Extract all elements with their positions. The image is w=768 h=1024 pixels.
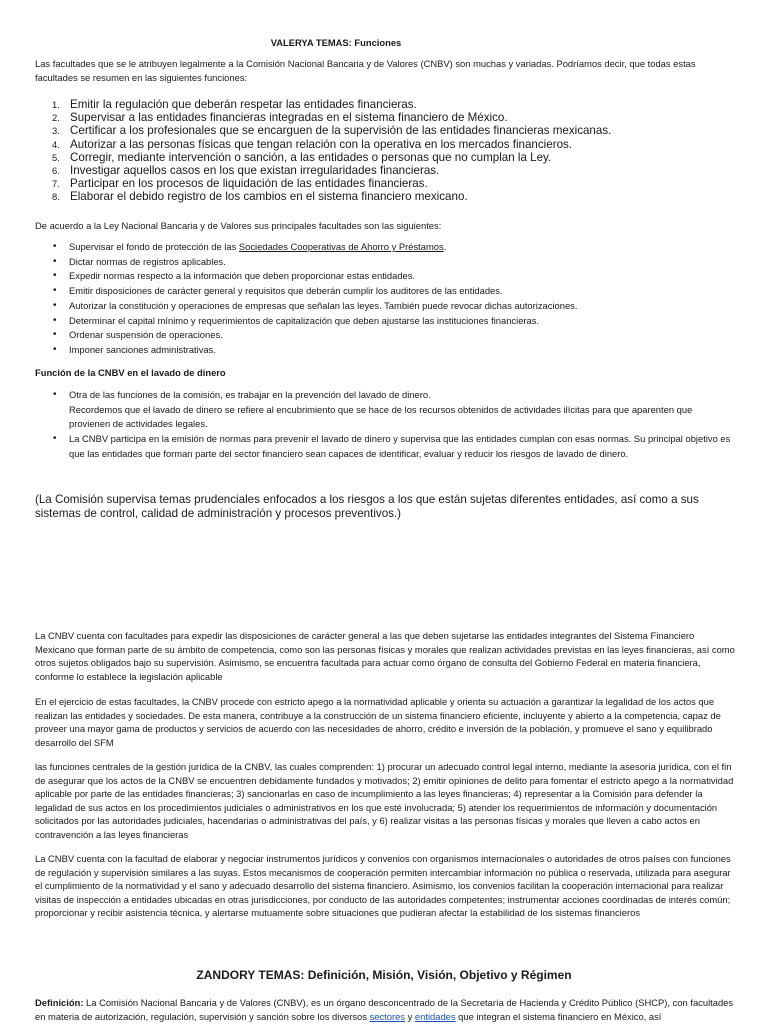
sectores-link[interactable]: sectores	[369, 1010, 405, 1022]
list-item-text: Supervisar el fondo de protección de las	[69, 241, 239, 252]
list-item-text: Emitir la regulación que deberán respetar las entidades financieras.	[70, 98, 417, 111]
cooperativas-link[interactable]: Sociedades Cooperativas de Ahorro y Préstamos	[238, 241, 444, 252]
paragraph-ejercicio: En el ejercicio de estas facultades, la CNBV procede con estricto apego a la normatividad aplicable y orienta su actuación a garantizar la legalidad de los actos que realizan las entidades y sociedades. De esta manera, contribuye a la construcción de un sistema financiero eficiente, incluyente y abierto a la competencia, capaz de proveer una mayor gama de productos y servicios de acuerdo con las necesidades de ahorro, crédito e inversión de la población, y promueve el sano y equilibrado desarrollo del SFM	[35, 696, 721, 748]
list-number: 7.	[52, 178, 60, 190]
list-item: • Emitir disposiciones de carácter general y requisitos que deberán cumplir los auditores de las entidades.	[35, 284, 745, 299]
intro-paragraph: Las facultades que se le atribuyen legalmente a la Comisión Nacional Bancaria y de Valores (CNBV) son muchas y variadas. Podríamos decir, que todas estas facultades se resumen en las siguientes funciones:	[35, 58, 696, 83]
definition-text: La Comisión Nacional Bancaria y de Valores (CNBV), es un órgano desconcentrado de la Secretaría de Hacienda y Crédito Público (SHCP), con facultades en materia de autorización, regulación, supervisión y sanción sobre los diversos	[35, 997, 734, 1022]
list-number: 6.	[52, 165, 60, 177]
list-number: 4.	[52, 138, 60, 150]
definition-label: Definición:	[35, 997, 84, 1008]
list-item-text: Autorizar a las personas físicas que tengan relación con la operativa en los mercados financieros.	[70, 137, 573, 151]
definition-text: que integran el sistema financiero en México, así	[455, 1010, 662, 1022]
entidades-link[interactable]: entidades	[414, 1010, 456, 1022]
list-item: • Ordenar suspensión de operaciones.	[35, 328, 745, 343]
definition-text: y	[405, 1010, 415, 1022]
list-item: • La CNBV participa en la emisión de normas para prevenir el lavado de dinero y supervisa que las entidades cumplan con esas normas. Su principal objetivo es que las entidades que forman parte del sector financiero sean capaces de identificar, evaluar y reducir los riesgos de lavado de dinero.	[35, 432, 735, 461]
list-item	[35, 177, 735, 190]
section-title-funciones: VALERYA TEMAS: Funciones	[270, 37, 402, 48]
list-item-text: Recordemos que el lavado de dinero se refiere al encubrimiento que se hace de los recursos obtenidos de actividades ilícitas para que aparenten que provienen de actividades legales.	[69, 403, 693, 430]
lavado-heading: Función de la CNBV en el lavado de dinero	[35, 367, 226, 378]
list-item: • Dictar normas de registros aplicables.	[35, 255, 745, 270]
facultades-list	[35, 240, 745, 358]
list-item	[35, 124, 735, 137]
list-item-text: Corregir, mediante intervención o sanción, a las entidades o personas que no cumplan la Ley.	[70, 150, 552, 164]
list-item-text: .	[443, 241, 447, 252]
list-number: 3.	[52, 125, 60, 137]
list-number: 2.	[52, 112, 60, 124]
list-number: 5.	[52, 151, 60, 163]
list-item-text: Supervisar a las entidades financieras integradas en el sistema financiero de México.	[70, 111, 508, 125]
list-item: • Imponer sanciones administrativas.	[35, 343, 745, 358]
list-item: • Autorizar la constitución y operaciones de empresas que señalan las leyes. También puede revocar dichas autorizaciones.	[35, 299, 745, 314]
list-item	[35, 388, 735, 432]
definition-paragraph	[35, 996, 740, 1023]
list-item	[35, 164, 735, 177]
functions-list	[35, 98, 735, 204]
list-item	[35, 151, 735, 164]
list-item-text: Participar en los procesos de liquidación de las entidades financieras.	[70, 177, 428, 191]
paragraph-convenios: La CNBV cuenta con la facultad de elaborar y negociar instrumentos jurídicos y convenios con organismos internacionales o autoridades de otros países con funciones de regulación y supervisión similares a las suyas. Estos mecanismos de cooperación permiten intercambiar información no pública o reservada, utilizada para asegurar el cumplimiento de la normatividad y el sano y adecuado desarrollo del sistema financiero. Asimismo, los convenios facilitan la cooperación internacional para realizar visitas de inspección a entidades ubicadas en otras jurisdicciones, por conducto de las autoridades competentes; instrumentar acciones coordinadas de interés común; proporcionar y recibir asistencia técnica, y alertarse mutuamente sobre situaciones que pudieran afectar la estabilidad de los sistemas financieros	[35, 853, 731, 919]
list-item	[35, 98, 735, 111]
list-item: • Expedir normas respecto a la información que deben proporcionar estas entidades.	[35, 269, 745, 284]
list-item	[35, 240, 745, 255]
list-item	[35, 138, 735, 151]
list-item	[35, 190, 735, 203]
list-item-text: Elaborar el debido registro de los cambios en el sistema financiero mexicano.	[70, 190, 468, 204]
list-item-text: Certificar a los profesionales que se encarguen de la supervisión de las entidades financieras mexicanas.	[70, 124, 612, 138]
quote-paragraph: (La Comisión supervisa temas prudenciales enfocados a los riesgos a los que están sujetas diferentes entidades, así como a sus sistemas de control, calidad de administración y procesos preventivos.)	[35, 493, 699, 521]
list-item-text: Investigar aquellos casos en los que existan irregularidades financieras.	[70, 164, 440, 178]
list-number: 1.	[52, 99, 60, 110]
paragraph-gestion-juridica: las funciones centrales de la gestión jurídica de la CNBV, las cuales comprenden: 1) procurar un adecuado control legal interno, mediante la asesoría jurídica, con el fin de asegurar que los actos de la CNBV se encuentren debidamente fundados y motivados; 2) emitir opiniones de delito para fomentar el estricto apego a la normatividad aplicable por parte de las entidades financieras; 3) sancionarlas en caso de incumplimiento a las leyes financieras; 4) representar a la Comisión para defender la legalidad de sus actos en los procedimientos judiciales o administrativos en los que esté involucrada; 5) atender los requerimientos de información y documentación solicitados por las autoridades judiciales, hacendarias o administrativas del país, y 6) realizar visitas a las personas físicas y morales que lleven a cabo actos en contravención a las leyes financieras	[35, 761, 734, 840]
list-number: 8.	[52, 191, 60, 203]
paragraph-facultades: La CNBV cuenta con facultades para expedir las disposiciones de carácter general a las que deben sujetarse las entidades integrantes del Sistema Financiero Mexicano que forman parte de su ámbito de competencia, como son las personas físicas y morales que realizan actividades previstas en las leyes financieras, así como otros sujetos obligados bajo su supervisión. Asimismo, se encuentra facultada para actuar como órgano de consulta del Gobierno Federal en materia financiera, conforme lo establece la legislación aplicable	[35, 630, 735, 682]
section-title-zandory: ZANDORY TEMAS: Definición, Misión, Visión, Objetivo y Régimen	[196, 968, 572, 982]
list-item	[35, 111, 735, 124]
lavado-list	[35, 388, 735, 462]
list-item: • Determinar el capital mínimo y requerimientos de capitalización que deben ajustarse las instituciones financieras.	[35, 314, 745, 329]
list-item-text: • Otra de las funciones de la comisión, es trabajar en la prevención del lavado de dinero.	[69, 389, 431, 400]
facultades-intro: De acuerdo a la Ley Nacional Bancaria y de Valores sus principales facultades son las siguientes:	[35, 220, 442, 231]
